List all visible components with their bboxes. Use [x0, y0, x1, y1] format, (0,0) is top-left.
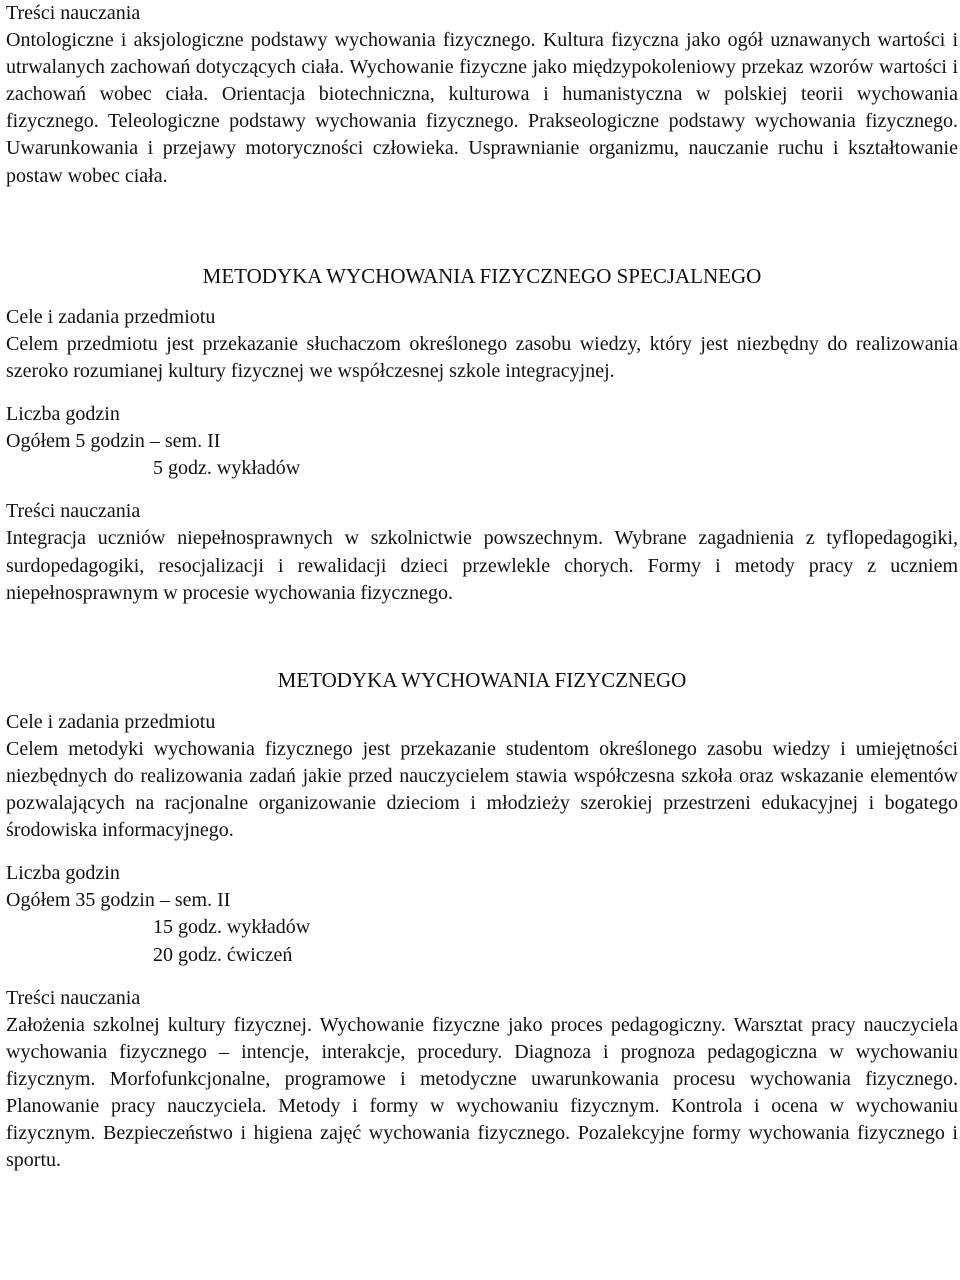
goals-heading: Cele i zadania przedmiotu — [6, 710, 216, 733]
content-heading: Treści nauczania — [6, 986, 141, 1009]
hours-total: Ogółem 5 godzin – sem. II — [6, 430, 221, 453]
hours-heading: Liczba godzin — [6, 862, 120, 885]
hours-lectures: 5 godz. wykładów — [153, 457, 301, 480]
hours-exercises: 20 godz. ćwiczeń — [153, 943, 293, 966]
goals-paragraph: Celem metodyki wychowania fizycznego jest przekazanie studentom określonego zasobu wiedzy i umiejętności niezbędnych do realizowania zadań jakie przed nauczycielem stawia współczesna szkoła oraz wskazanie elementów pozwalających na racjonalne organizowanie dzieciom i młodzieży szerokiej przestrzeni edukacyjnej i bogatego środowiska informacyjnego. — [6, 737, 958, 842]
content-heading: Treści nauczania — [6, 500, 141, 523]
content-paragraph: Ontologiczne i aksjologiczne podstawy wychowania fizycznego. Kultura fizyczna jako ogół uznawanych wartości i utrwalanych zachowań dotyczących ciała. Wychowanie fizyczne jako międzypokoleniowy przekaz wzorów wartości i zachowań wobec ciała. Orientacja biotechniczna, kulturowa i humanistyczna w polskiej teorii wychowania fizycznego. Teleologiczne podstawy wychowania fizycznego. Prakseologiczne podstawy wychowania fizycznego. Uwarunkowania i przejawy motoryczności człowieka. Usprawnianie organizmu, nauczanie ruchu i kształtowanie postaw wobec ciała. — [6, 29, 958, 187]
hours-lectures: 15 godz. wykładów — [153, 916, 311, 939]
goals-heading: Cele i zadania przedmiotu — [6, 305, 216, 328]
document-page — [6, 0, 958, 1174]
hours-heading: Liczba godzin — [6, 403, 120, 426]
goals-paragraph: Celem przedmiotu jest przekazanie słuchaczom określonego zasobu wiedzy, który jest niezbędny do realizowania szeroko rozumianej kultury fizycznej we współczesnej szkole integracyjnej. — [6, 332, 958, 382]
content-paragraph: Integracja uczniów niepełnosprawnych w szkolnictwie powszechnym. Wybrane zagadnienia z tyflopedagogiki, surdopedagogiki, resocjalizacji i rewalidacji dzieci przewlekle chorych. Formy i metody pracy z uczniem niepełnosprawnym w procesie wychowania fizycznego. — [6, 527, 958, 604]
hours-total: Ogółem 35 godzin – sem. II — [6, 889, 231, 912]
content-heading: Treści nauczania — [6, 2, 141, 24]
content-paragraph: Założenia szkolnej kultury fizycznej. Wychowanie fizyczne jako proces pedagogiczny. Warsztat pracy nauczyciela wychowania fizycznego – intencje, interakcje, procedury. Diagnoza i prognoza pedagogiczna w wychowaniu fizycznym. Morfofunkcjonalne, programowe i metodyczne uwarunkowania procesu wychowania fizycznego. Planowanie pracy nauczyciela. Metody i formy w wychowaniu fizycznym. Kontrola i ocena w wychowaniu fizycznym. Bezpieczeństwo i higiena zajęć wychowania fizycznego. Pozalekcyjne formy wychowania fizycznego i sportu. — [6, 1013, 958, 1172]
section-title: METODYKA WYCHOWANIA FIZYCZNEGO SPECJALNEGO — [202, 263, 762, 288]
section-title: METODYKA WYCHOWANIA FIZYCZNEGO — [277, 667, 687, 692]
